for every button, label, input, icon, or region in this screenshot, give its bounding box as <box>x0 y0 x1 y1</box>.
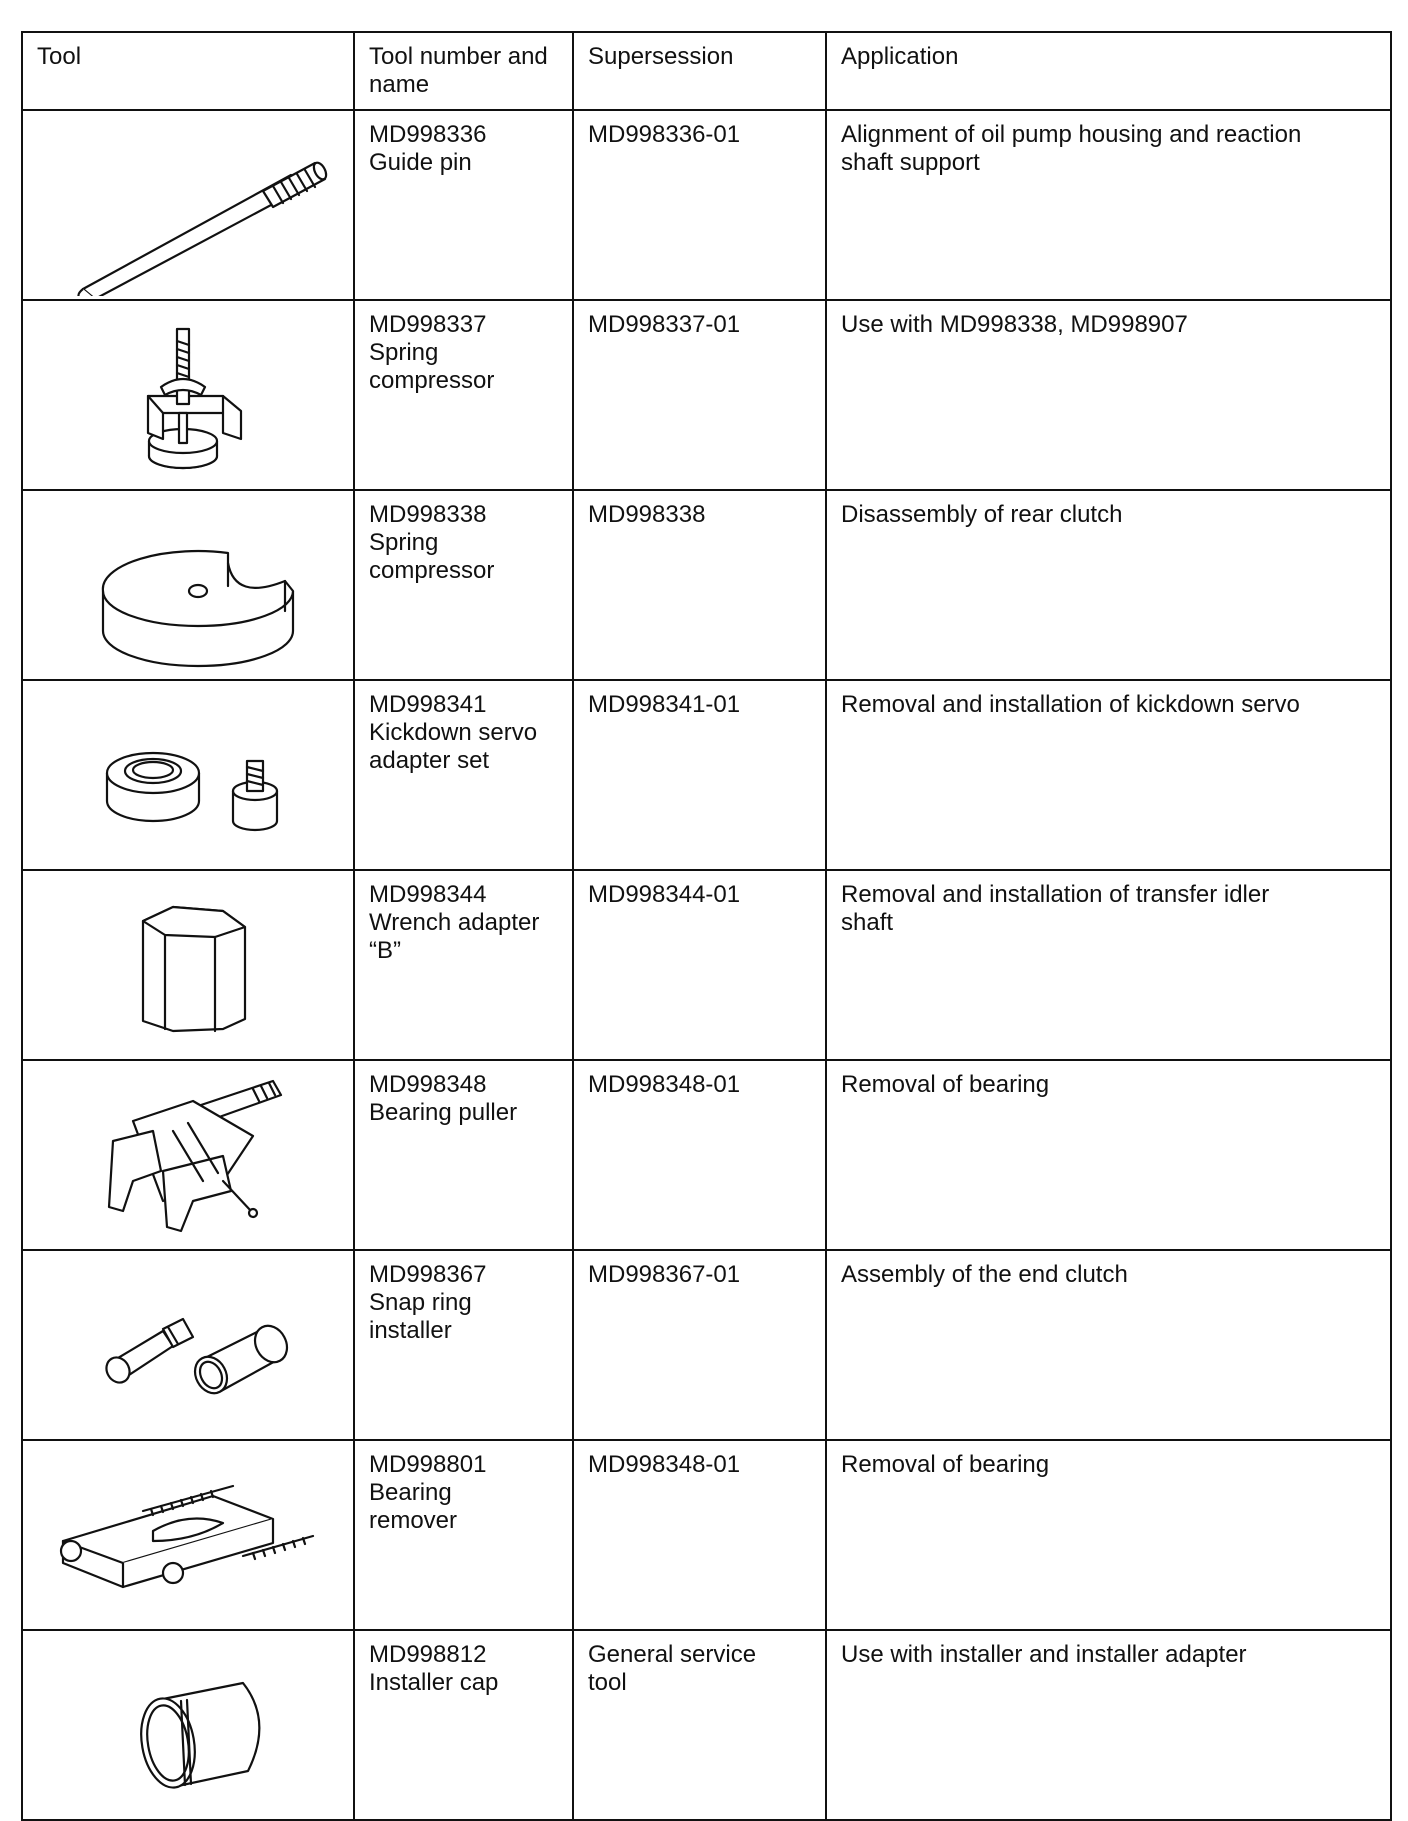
tool-name-line: “B” <box>369 937 401 964</box>
header-tool-number-and-name: Tool number and name <box>354 32 573 110</box>
supersession-cell <box>573 680 826 870</box>
tool-number-and-name-cell <box>354 1250 573 1440</box>
table-row <box>22 110 1391 300</box>
table-row <box>22 680 1391 870</box>
servo-adapter-set-icon <box>23 681 353 866</box>
application-cell <box>826 300 1391 490</box>
table-row <box>22 1630 1391 1820</box>
tool-number: MD998338 <box>369 501 487 528</box>
tool-number: MD998336 <box>369 121 487 148</box>
tool-image-cell <box>22 490 354 680</box>
tool-image-cell <box>22 1250 354 1440</box>
table-row <box>22 1250 1391 1440</box>
supersession-cell <box>573 110 826 300</box>
application-cell <box>826 1250 1391 1440</box>
table-row <box>22 490 1391 680</box>
supersession-cell <box>573 1250 826 1440</box>
tool-name-line: Kickdown servo <box>369 719 538 746</box>
application-cell <box>826 110 1391 300</box>
application-cell <box>826 680 1391 870</box>
snap-ring-installer-icon <box>23 1251 353 1436</box>
tool-name-line: Bearing puller <box>369 1099 518 1126</box>
guide-pin-icon <box>23 111 353 296</box>
tool-image-cell <box>22 1060 354 1250</box>
tool-number: MD998348 <box>369 1071 487 1098</box>
supersession-line: MD998337-01 <box>588 311 741 338</box>
application-line: Use with MD998338, MD998907 <box>841 311 1188 338</box>
hex-wrench-adapter-icon <box>23 871 353 1056</box>
supersession-line: MD998367-01 <box>588 1261 741 1288</box>
tool-name-line: Guide pin <box>369 149 472 176</box>
spring-compressor-icon <box>23 301 353 486</box>
supersession-cell <box>573 1060 826 1250</box>
application-line: Assembly of the end clutch <box>841 1261 1128 1288</box>
application-line: shaft <box>841 909 894 936</box>
tool-image-cell <box>22 870 354 1060</box>
application-line: Removal and installation of kickdown servo <box>841 691 1300 718</box>
bearing-puller-icon <box>23 1061 353 1246</box>
tool-name-line: Bearing <box>369 1479 452 1506</box>
supersession-line: MD998348-01 <box>588 1451 741 1478</box>
tool-name-line: adapter set <box>369 747 490 774</box>
tool-number-and-name-cell <box>354 1060 573 1250</box>
application-cell <box>826 1440 1391 1630</box>
application-line: Alignment of oil pump housing and reaction <box>841 121 1302 148</box>
tool-name-line: Snap ring <box>369 1289 472 1316</box>
tool-number-and-name-cell <box>354 110 573 300</box>
supersession-line: MD998336-01 <box>588 121 741 148</box>
tool-image-cell <box>22 1630 354 1820</box>
bearing-remover-icon <box>23 1441 353 1626</box>
application-cell <box>826 1060 1391 1250</box>
table-header-row <box>22 32 1391 110</box>
tool-number: MD998801 <box>369 1451 487 1478</box>
tool-name-line: compressor <box>369 557 495 584</box>
table-row <box>22 300 1391 490</box>
supersession-cell <box>573 1440 826 1630</box>
tool-name-line: remover <box>369 1507 458 1534</box>
tool-number-and-name-cell <box>354 490 573 680</box>
tool-name-line: Wrench adapter <box>369 909 540 936</box>
installer-cap-icon <box>23 1631 353 1816</box>
tool-name-line: Installer cap <box>369 1669 499 1696</box>
header-supersession: Supersession <box>573 32 826 110</box>
supersession-line: MD998344-01 <box>588 881 741 908</box>
application-line: Removal of bearing <box>841 1451 1050 1478</box>
table-row <box>22 1440 1391 1630</box>
special-tools-table <box>21 31 1392 1821</box>
application-cell <box>826 490 1391 680</box>
tool-number-and-name-cell <box>354 870 573 1060</box>
tool-name-line: Spring <box>369 529 439 556</box>
tool-number: MD998367 <box>369 1261 487 1288</box>
tool-number-and-name-cell <box>354 300 573 490</box>
tool-number-and-name-cell <box>354 680 573 870</box>
supersession-line: MD998348-01 <box>588 1071 741 1098</box>
supersession-line: General service <box>588 1641 757 1668</box>
application-cell <box>826 1630 1391 1820</box>
supersession-line: MD998338 <box>588 501 706 528</box>
tool-name-line: compressor <box>369 367 495 394</box>
supersession-cell <box>573 490 826 680</box>
tool-image-cell <box>22 300 354 490</box>
supersession-line: MD998341-01 <box>588 691 741 718</box>
supersession-cell <box>573 1630 826 1820</box>
tool-number: MD998344 <box>369 881 487 908</box>
tool-number: MD998341 <box>369 691 487 718</box>
supersession-cell <box>573 300 826 490</box>
tool-number: MD998337 <box>369 311 487 338</box>
header-tool: Tool <box>22 32 354 110</box>
tool-image-cell <box>22 110 354 300</box>
tool-name-line: installer <box>369 1317 452 1344</box>
application-line: shaft support <box>841 149 980 176</box>
tool-image-cell <box>22 1440 354 1630</box>
supersession-cell <box>573 870 826 1060</box>
application-cell <box>826 870 1391 1060</box>
table-row <box>22 1060 1391 1250</box>
application-line: Disassembly of rear clutch <box>841 501 1123 528</box>
tool-image-cell <box>22 680 354 870</box>
tool-number-and-name-cell <box>354 1630 573 1820</box>
tool-number-and-name-cell <box>354 1440 573 1630</box>
application-line: Use with installer and installer adapter <box>841 1641 1247 1668</box>
supersession-line: tool <box>588 1669 627 1696</box>
tool-number: MD998812 <box>369 1641 487 1668</box>
table-row <box>22 870 1391 1060</box>
application-line: Removal and installation of transfer idler <box>841 881 1270 908</box>
header-application: Application <box>826 32 1391 110</box>
tool-name-line: Spring <box>369 339 439 366</box>
application-line: Removal of bearing <box>841 1071 1050 1098</box>
spring-compressor-disc-icon <box>23 491 353 676</box>
